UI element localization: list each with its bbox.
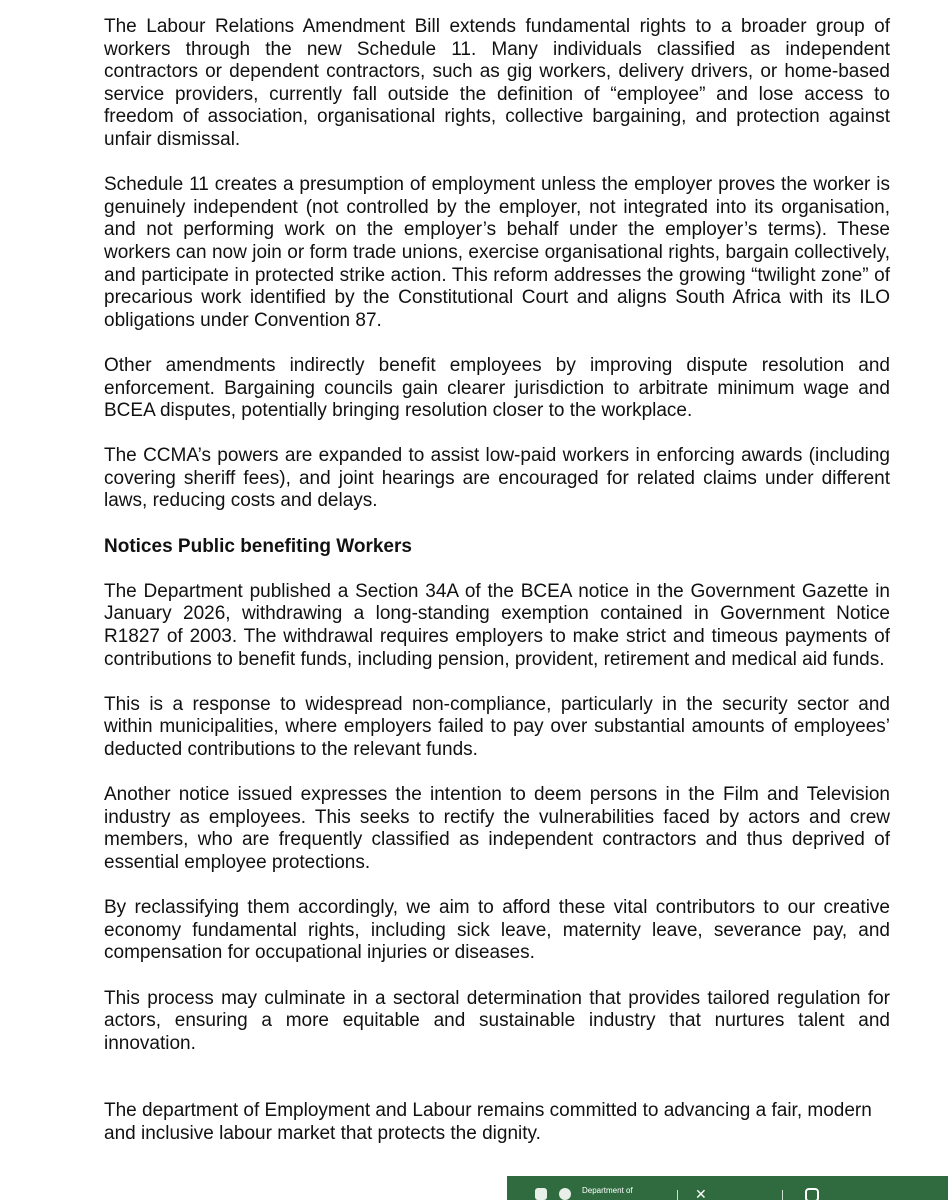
- divider: [782, 1190, 783, 1200]
- document-body: [104, 16, 890, 1168]
- paragraph: This process may culminate in a sectoral determination that provides tailored regulation for actors, ensuring a more equitable and sustainable industry that nurtures talent and innovation.: [104, 987, 890, 1054]
- divider: [677, 1190, 678, 1200]
- department-logo-icon: [559, 1188, 571, 1200]
- paragraph: The CCMA’s powers are expanded to assist low-paid workers in enforcing awards (including covering sheriff fees), and joint hearings are encouraged for related claims under different laws, reducing costs and delays.: [104, 445, 890, 512]
- paragraph: The Labour Relations Amendment Bill extends fundamental rights to a broader group of workers through the new Schedule 11. Many individuals classified as independent contractors or dependent contractors, such as gig workers, delivery drivers, or home-based service providers, currently fall outside the definition of “employee” and lose access to freedom of association, organisational rights, collective bargaining, and protection against unfair dismissal.: [104, 16, 890, 150]
- paragraph: The Department published a Section 34A of the BCEA notice in the Government Gazette in January 2026, withdrawing a long-standing exemption contained in Government Notice R1827 of 2003. The withdrawal requires employers to make strict and timeous payments of contributions to benefit funds, including pension, provident, retirement and medical aid funds.: [104, 580, 890, 670]
- department-label: Department of: [582, 1186, 633, 1195]
- x-social-icon[interactable]: ✕: [695, 1186, 707, 1200]
- paragraph: By reclassifying them accordingly, we aim to afford these vital contributors to our creative economy fundamental rights, including sick leave, maternity leave, severance pay, and compensation for occupational injuries or diseases.: [104, 897, 890, 964]
- paragraph: Other amendments indirectly benefit employees by improving dispute resolution and enforcement. Bargaining councils gain clearer jurisdiction to arbitrate minimum wage and BCEA disputes, potentially bringing resolution closer to the workplace.: [104, 354, 890, 422]
- footer-banner: [507, 1176, 948, 1200]
- paragraph: Schedule 11 creates a presumption of employment unless the employer proves the worker is genuinely independent (not controlled by the employer, not integrated into its organisation, and not performing work on the employer’s behalf under the employer’s terms). These workers can now join or form trade unions, exercise organisational rights, bargain collectively, and participate in protected strike action. This reform addresses the growing “twilight zone” of precarious work identified by the Constitutional Court and aligns South Africa with its ILO obligations under Convention 87.: [104, 174, 890, 331]
- instagram-icon[interactable]: [805, 1188, 819, 1200]
- section-heading: Notices Public benefiting Workers: [104, 535, 412, 557]
- paragraph: Another notice issued expresses the intention to deem persons in the Film and Television industry as employees. This seeks to rectify the vulnerabilities faced by actors and crew members, who are frequently classified as independent contractors and thus deprived of essential employee protections.: [104, 784, 890, 873]
- paragraph: This is a response to widespread non-compliance, particularly in the security sector and within municipalities, where employers failed to pay over substantial amounts of employees’ deducted contributions to the relevant funds.: [104, 693, 890, 760]
- closing-paragraph: The department of Employment and Labour remains committed to advancing a fair, modern and inclusive labour market that protects the dignity.: [104, 1100, 872, 1144]
- coat-of-arms-icon: [535, 1188, 547, 1200]
